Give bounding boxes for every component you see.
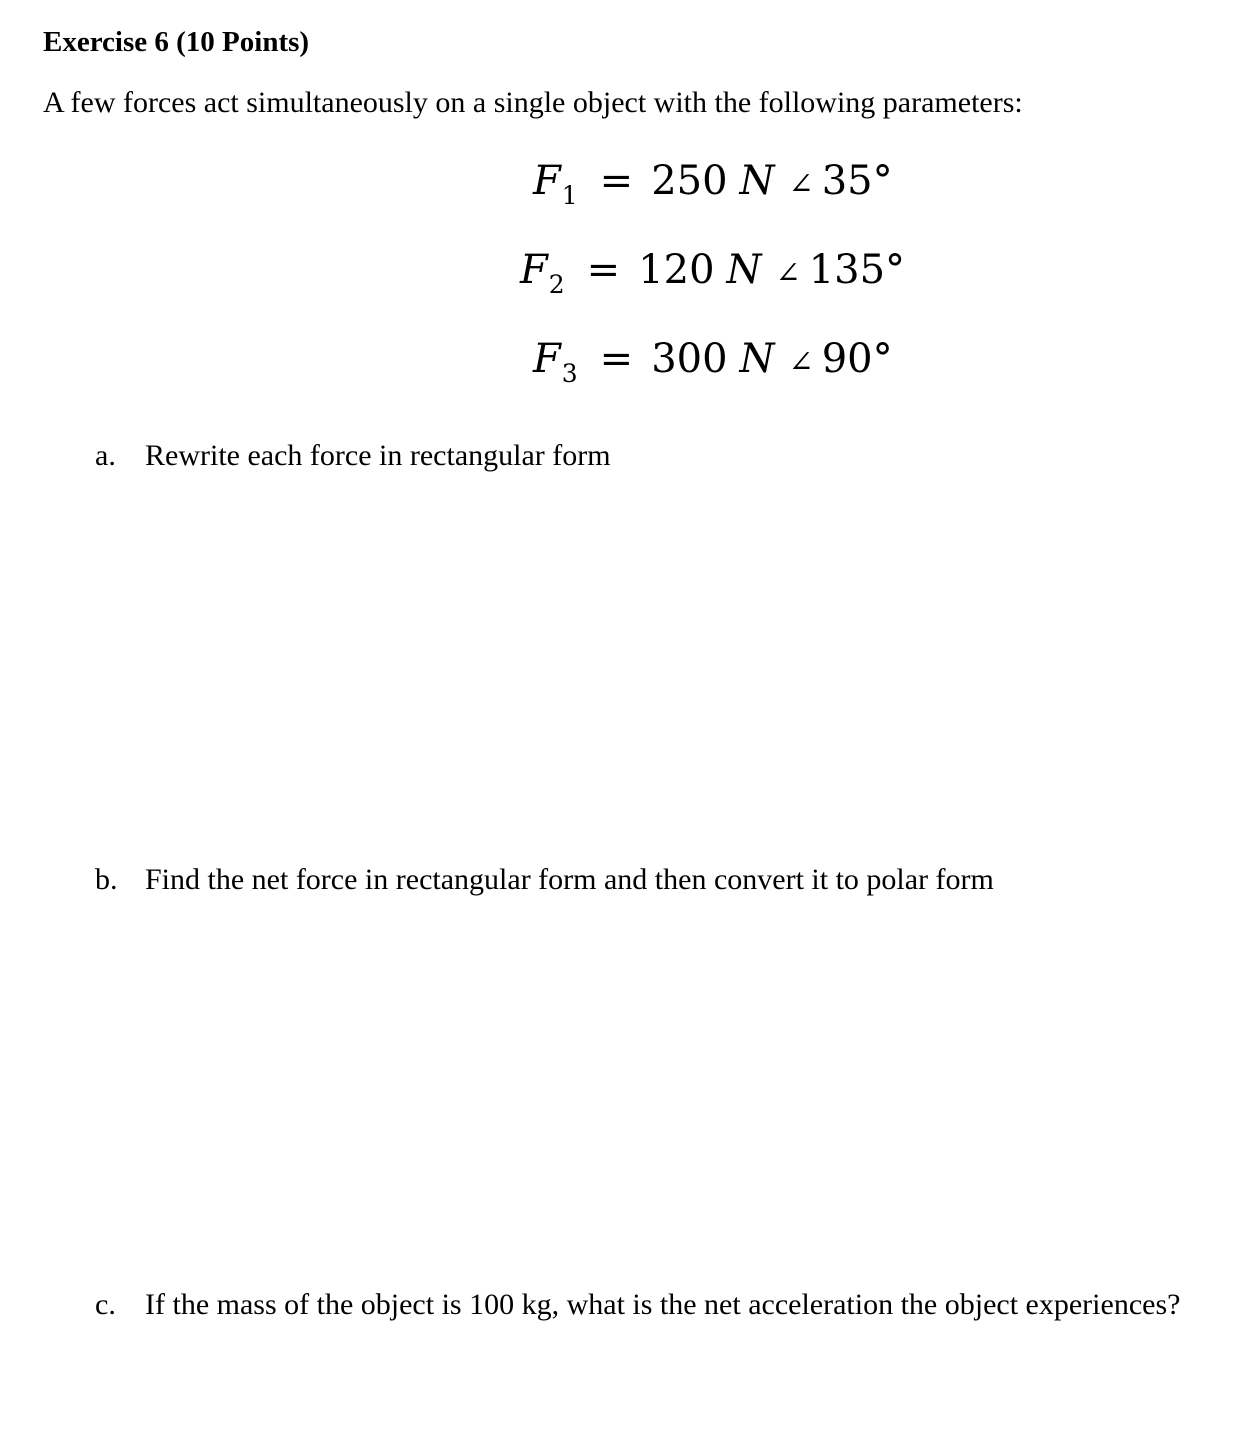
equals-sign: = — [599, 336, 634, 382]
force-subscript: 3 — [561, 359, 578, 388]
force-angle: 135° — [808, 247, 906, 293]
force-symbol: F — [533, 158, 561, 204]
angle-symbol: ∠ — [788, 167, 814, 202]
force-symbol: F — [520, 247, 548, 293]
angle-symbol: ∠ — [788, 345, 814, 380]
force-unit: N — [739, 336, 775, 382]
force-equation-3 — [533, 336, 893, 388]
question-text: Find the net force in rectangular form and then convert it to polar form — [145, 863, 994, 896]
exercise-title: Exercise 6 (10 Points) — [43, 26, 310, 58]
force-equation-2 — [520, 247, 906, 299]
force-symbol: F — [533, 336, 561, 382]
exercise-intro: A few forces act simultaneously on a single object with the following parameters: — [43, 86, 1023, 119]
question-text: If the mass of the object is 100 kg, what is the net acceleration the object experiences? — [145, 1288, 1181, 1321]
force-magnitude: 300 — [651, 336, 728, 382]
question-marker: a. — [95, 439, 116, 472]
force-equation-1 — [533, 158, 893, 210]
force-magnitude: 250 — [651, 158, 728, 204]
question-marker: c. — [95, 1288, 116, 1321]
question-text: Rewrite each force in rectangular form — [145, 439, 611, 472]
angle-symbol: ∠ — [775, 256, 801, 291]
force-angle: 35° — [821, 158, 893, 204]
force-angle: 90° — [821, 336, 893, 382]
equals-sign: = — [599, 158, 634, 204]
force-unit: N — [739, 158, 775, 204]
force-subscript: 2 — [548, 270, 565, 299]
question-marker: b. — [95, 863, 118, 896]
force-subscript: 1 — [561, 181, 578, 210]
equals-sign: = — [586, 247, 621, 293]
force-unit: N — [726, 247, 762, 293]
force-magnitude: 120 — [638, 247, 715, 293]
